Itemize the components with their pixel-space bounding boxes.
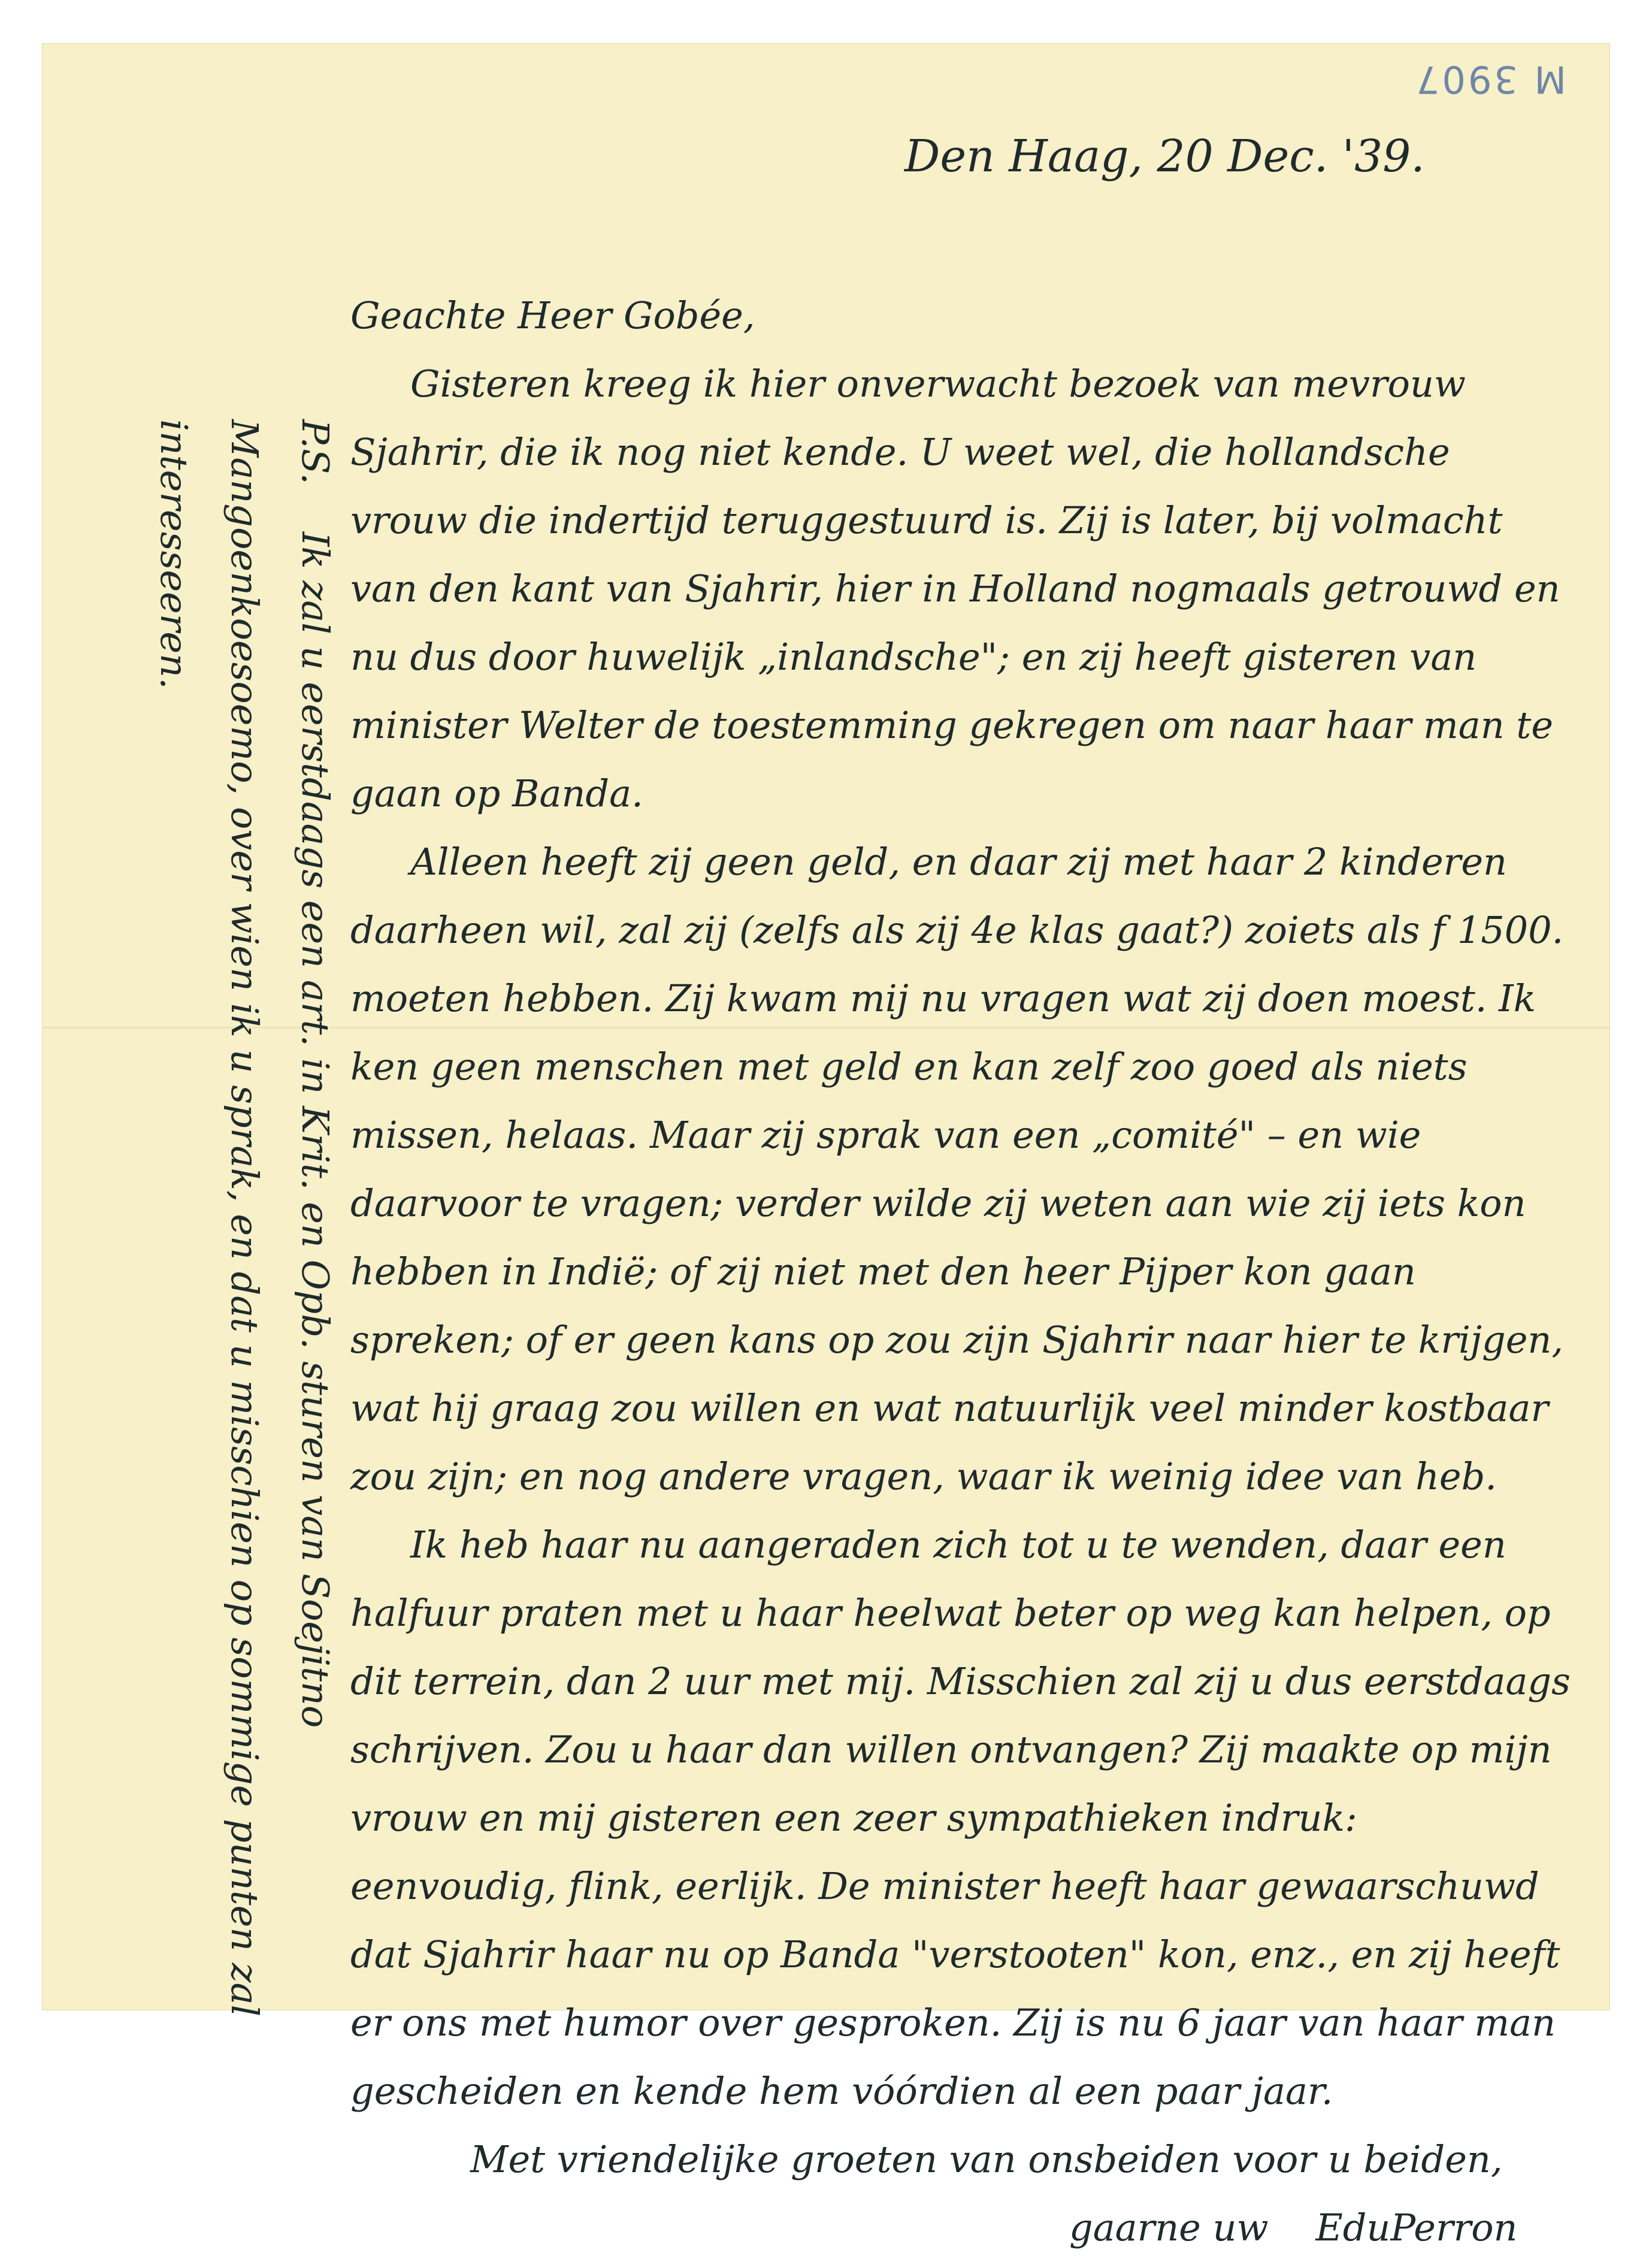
paragraph-3: Ik heb haar nu aangeraden zich tot u te wenden, daar een halfuur praten met u haar heelwat beter op weg kan helpen, op dit terrein, dan 2 uur met mij. Misschien zal zij u dus eerstdaags schrijven. Zou u haar dan willen ontvangen? Zij maakte op mijn vrouw en mij gisteren een zeer sympathieken indruk: eenvoudig, flink, eerlijk. De minister heeft haar gewaarschuwd dat Sjahrir haar nu op Banda "verstooten" kon, enz., en zij heeft er ons met humor over gesproken. Zij is nu 6 jaar van haar man gescheiden en kende hem vóórdien al een paar jaar.	[350, 1523, 1571, 2113]
paragraph-2: Alleen heeft zij geen geld, en daar zij met haar 2 kinderen daarheen wil, zal zij (zelfs als zij 4e klas gaat?) zoiets als f 1500. moeten hebben. Zij kwam mij nu vragen wat zij doen moest. Ik ken geen menschen met geld en kan zelf zoo goed als niets missen, helaas. Maar zij sprak van een „comité" – en wie daarvoor te vragen; verder wilde zij weten aan wie zij iets kon hebben in Indië; of zij niet met den heer Pijper kon gaan spreken; of er geen kans op zou zijn Sjahrir naar hier te krijgen, wat hij graag zou willen en wat natuurlijk veel minder kostbaar zou zijn; en nog andere vragen, waar ik weinig idee van heb.	[350, 840, 1564, 1498]
closing-line: Met vriendelijke groeten van onsbeiden voor u beiden,	[470, 2137, 1503, 2181]
archive-number: M 3907	[1414, 58, 1566, 101]
letter-date: Den Haag, 20 Dec. '39.	[904, 131, 1425, 182]
postscript-margin	[135, 419, 350, 2097]
postscript-label: P.S.	[294, 419, 337, 485]
postscript-text: Ik zal u eerstdaags een art. in Krit. en Opb. sturen van Soejitno Mangoenkoesoemo, over wien ik u sprak, en dat u misschien op sommige punten zal interesseeren.	[152, 419, 337, 2017]
salutation: Geachte Heer Gobée,	[350, 294, 755, 337]
paragraph-1: Gisteren kreeg ik hier onverwacht bezoek van mevrouw Sjahrir, die ik nog niet kende. U weet wel, die hollandsche vrouw die indertijd teruggestuurd is. Zij is later, bij volmacht van den kant van Sjahrir, hier in Holland nogmaals getrouwd en nu dus door huwelijk „inlandsche"; en zij heeft gisteren van minister Welter de toestemming gekregen om naar haar man te gaan op Banda.	[350, 362, 1560, 815]
postscript	[138, 419, 350, 2067]
signature-line	[350, 2194, 1572, 2262]
sign-off: gaarne uw	[1069, 2206, 1269, 2249]
letter-body	[350, 282, 1572, 2262]
signature: EduPerron	[1315, 2206, 1518, 2249]
